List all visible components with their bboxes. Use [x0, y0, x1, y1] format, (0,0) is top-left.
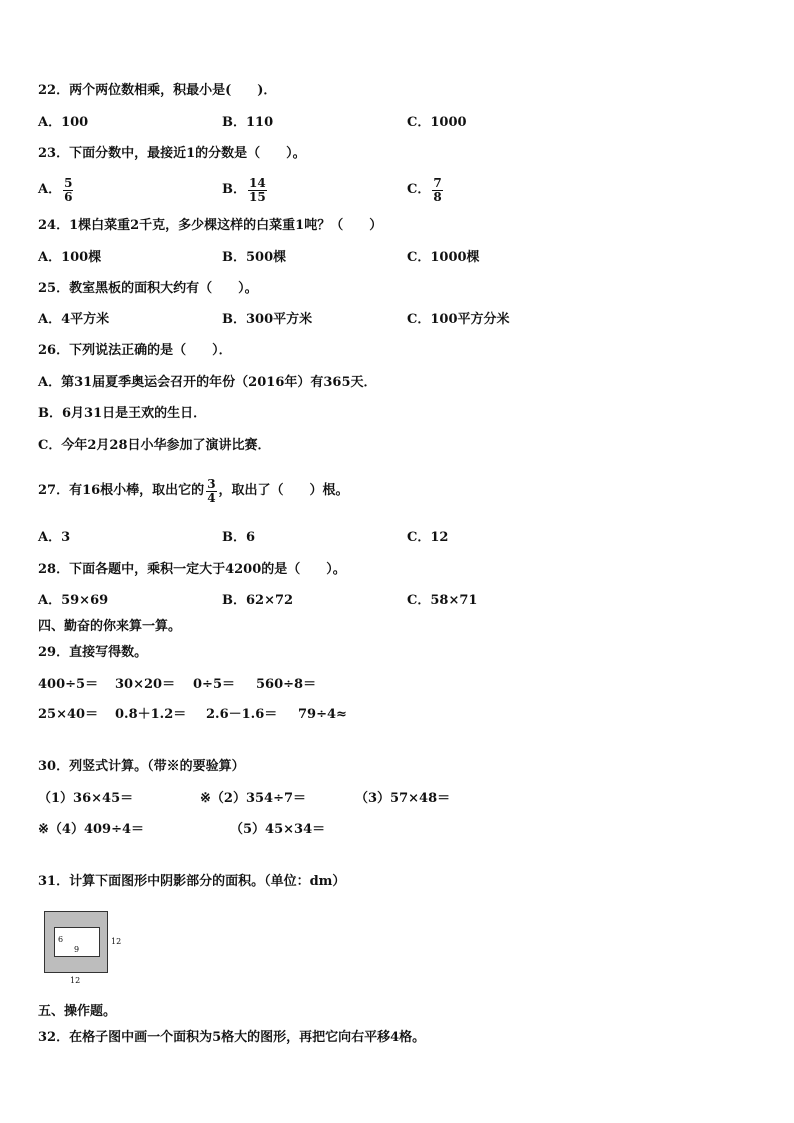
- q23-b-numerator: 14: [249, 175, 266, 190]
- q27-fraction: [206, 478, 216, 505]
- q27-option-a: A．3: [38, 530, 71, 545]
- q23-option-b: [222, 172, 269, 208]
- shaded-area-figure: [44, 911, 108, 973]
- q27-denominator: 4: [207, 490, 216, 505]
- q24-option-b: B．500棵: [222, 250, 287, 265]
- q22-option-b: B．110: [222, 115, 274, 130]
- q25-stem: 25．教室黑板的面积大约有（ ）。: [38, 281, 258, 296]
- outer-height-label: 12: [111, 937, 122, 946]
- q26-option-c: C．今年2月28日小华参加了演讲比赛．: [38, 438, 271, 453]
- q29-item: 560÷8＝: [256, 677, 317, 692]
- q23-b-denominator: 15: [249, 189, 266, 204]
- q29-item: 0÷5＝: [193, 677, 235, 692]
- q28-option-c: C．58×71: [407, 593, 478, 608]
- q26-stem: 26．下列说法正确的是（ ）．: [38, 343, 232, 358]
- q25-option-a: A．4平方米: [38, 312, 110, 327]
- q22-option-c: C．1000: [407, 115, 467, 130]
- q23-c-label: C．: [407, 182, 431, 197]
- inner-width-label: 9: [74, 945, 80, 954]
- q27-numerator: 3: [207, 476, 216, 491]
- q22-stem: 22．两个两位数相乘，积最小是( )．: [38, 83, 277, 98]
- q24-option-a: A．100棵: [38, 250, 102, 265]
- q24-stem: 24．1棵白菜重2千克，多少棵这样的白菜重1吨？（ ）: [38, 218, 383, 233]
- q24-option-c: C．1000棵: [407, 250, 480, 265]
- q23-a-numerator: 5: [64, 175, 73, 190]
- q29-item: 25×40＝: [38, 707, 99, 722]
- q30-item: （3）57×48＝: [355, 791, 451, 806]
- q26-option-a: A．第31届夏季奥运会召开的年份（2016年）有365天．: [38, 375, 377, 390]
- q28-option-b: B．62×72: [222, 593, 294, 608]
- q30-item: ※（4）409÷4＝: [38, 822, 145, 837]
- q25-option-c: C．100平方分米: [407, 312, 510, 327]
- q23-c-fraction: [432, 177, 442, 204]
- q27-option-c: C．12: [407, 530, 449, 545]
- q23-c-numerator: 7: [433, 175, 442, 190]
- q23-option-a: [38, 172, 75, 208]
- q29-item: 30×20＝: [115, 677, 176, 692]
- q27-option-b: B．6: [222, 530, 256, 545]
- q32-stem: 32．在格子图中画一个面积为5格大的图形，再把它向右平移4格。: [38, 1030, 426, 1045]
- q23-a-label: A．: [38, 182, 62, 197]
- q27-stem-pre: 27．有16根小棒，取出它的: [38, 483, 205, 498]
- q29-item: 2.6－1.6＝: [206, 707, 278, 722]
- q28-stem: 28．下面各题中，乘积一定大于4200的是（ ）。: [38, 562, 346, 577]
- q26-option-b: B．6月31日是王欢的生日．: [38, 406, 207, 421]
- q29-stem: 29．直接写得数。: [38, 645, 148, 660]
- q30-item: （1）36×45＝: [38, 791, 134, 806]
- q28-option-a: A．59×69: [38, 593, 109, 608]
- q23-a-fraction: [63, 177, 73, 204]
- q23-option-c: [407, 172, 445, 208]
- q27-stem-post: ，取出了（ ）根。: [218, 483, 349, 498]
- outer-width-label: 12: [70, 976, 81, 985]
- q23-stem: 23．下面分数中，最接近1的分数是（ ）。: [38, 146, 306, 161]
- q30-stem: 30．列竖式计算。（带※的要验算）: [38, 759, 245, 774]
- section-five-heading: 五、操作题。: [38, 1004, 117, 1019]
- q29-item: 0.8＋1.2＝: [115, 707, 187, 722]
- inner-height-label: 6: [58, 935, 64, 944]
- q30-item: （5）45×34＝: [230, 822, 326, 837]
- q23-c-denominator: 8: [433, 189, 442, 204]
- q29-item: 400÷5＝: [38, 677, 99, 692]
- q30-item: ※（2）354÷7＝: [200, 791, 307, 806]
- q23-b-fraction: [248, 177, 267, 204]
- q31-stem: 31．计算下面图形中阴影部分的面积。（单位：dm）: [38, 874, 346, 889]
- q29-item: 79÷4≈: [298, 707, 347, 722]
- q23-a-denominator: 6: [64, 189, 73, 204]
- q22-option-a: A．100: [38, 115, 89, 130]
- q23-b-label: B．: [222, 182, 246, 197]
- q25-option-b: B．300平方米: [222, 312, 313, 327]
- q27-stem: [38, 472, 349, 510]
- section-four-heading: 四、勤奋的你来算一算。: [38, 619, 182, 634]
